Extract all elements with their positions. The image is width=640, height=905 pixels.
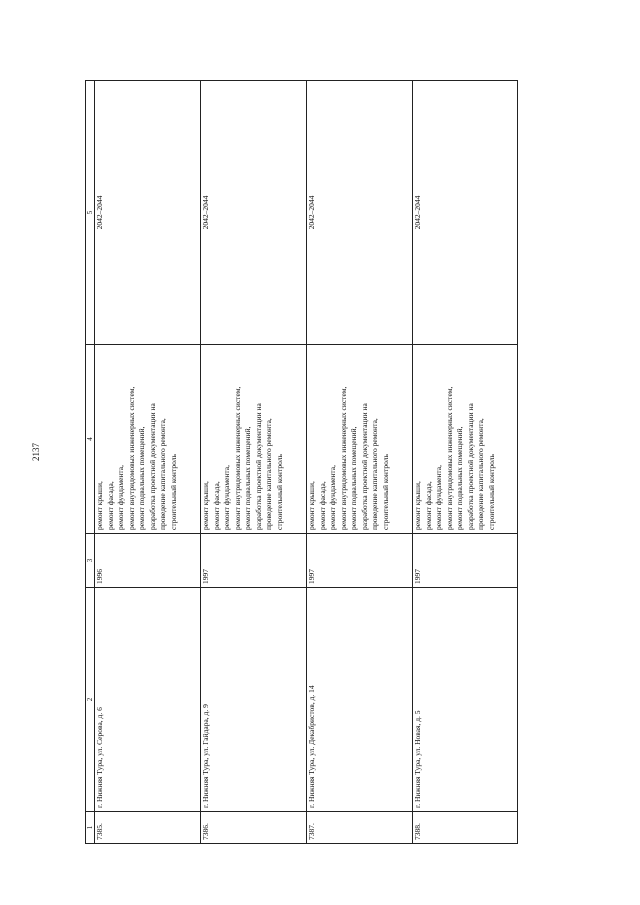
period-value: 2042–2044 xyxy=(307,195,316,230)
work-item: ремонт фундамента, xyxy=(328,465,337,530)
work-item: ремонт фундамента, xyxy=(222,465,231,530)
work-item: ремонт внутридомовых инженерных систем, xyxy=(232,386,242,530)
work-item: ремонт подвальных помещений, xyxy=(243,426,252,530)
row-address: г. Нижняя Тура, ул. Гайдара, д. 9 xyxy=(201,587,306,811)
work-item: ремонт крыши, xyxy=(307,481,316,530)
works-list xyxy=(201,348,285,530)
period-value: 2042–2044 xyxy=(95,195,104,230)
work-item: разработка проектной документации на xyxy=(465,403,475,530)
work-item: ремонт крыши, xyxy=(201,481,210,530)
row-period xyxy=(307,81,412,344)
row-works xyxy=(95,344,200,533)
work-item: ремонт фасада, xyxy=(211,481,221,530)
row-works xyxy=(307,344,412,533)
table-row xyxy=(307,81,413,843)
table-row xyxy=(95,81,201,843)
table-row xyxy=(413,81,518,843)
table-row xyxy=(201,81,307,843)
repair-schedule-table xyxy=(85,80,518,844)
row-works xyxy=(201,344,306,533)
work-item: разработка проектной документации на xyxy=(359,403,369,530)
work-item: строительный контроль xyxy=(168,454,178,530)
row-address: г. Нижняя Тура, ул. Серова, д. 6 xyxy=(95,587,200,811)
row-address: г. Нижняя Тура, ул. Декабристов, д. 14 xyxy=(307,587,412,811)
row-year: 1997 xyxy=(201,533,306,587)
header-col-2: 2 xyxy=(86,587,94,811)
work-item: ремонт подвальных помещений, xyxy=(137,426,146,530)
row-year: 1996 xyxy=(95,533,200,587)
period-value: 2042–2044 xyxy=(413,195,422,230)
row-works xyxy=(413,344,518,533)
work-item: строительный контроль xyxy=(486,454,496,530)
work-item: ремонт внутридомовых инженерных систем, xyxy=(338,386,348,530)
work-item: ремонт внутридомовых инженерных систем, xyxy=(126,386,136,530)
works-list xyxy=(95,348,179,530)
work-item: ремонт подвальных помещений, xyxy=(349,426,358,530)
work-item: ремонт фасада, xyxy=(317,481,327,530)
work-item: проведение капитального ремонта, xyxy=(158,418,167,530)
header-col-3: 3 xyxy=(86,533,94,587)
header-col-1: 1 xyxy=(86,811,94,843)
work-item: проведение капитального ремонта, xyxy=(370,418,379,530)
page-number: 2137 xyxy=(31,443,41,461)
row-year: 1997 xyxy=(413,533,518,587)
work-item: разработка проектной документации на xyxy=(253,403,263,530)
row-number: 7387. xyxy=(307,811,412,843)
work-item: ремонт подвальных помещений, xyxy=(455,426,464,530)
work-item: проведение капитального ремонта, xyxy=(264,418,273,530)
header-col-4: 4 xyxy=(86,344,94,533)
work-item: проведение капитального ремонта, xyxy=(476,418,485,530)
period-value: 2042–2044 xyxy=(201,195,210,230)
row-number: 7385. xyxy=(95,811,200,843)
work-item: строительный контроль xyxy=(380,454,390,530)
work-item: ремонт фасада, xyxy=(423,481,433,530)
row-period xyxy=(413,81,518,344)
row-year: 1997 xyxy=(307,533,412,587)
row-address: г. Нижняя Тура, ул. Новая, д. 5 xyxy=(413,587,518,811)
work-item: ремонт крыши, xyxy=(413,481,422,530)
row-period xyxy=(95,81,200,344)
work-item: ремонт крыши, xyxy=(95,481,104,530)
header-col-5: 5 xyxy=(86,210,94,215)
works-list xyxy=(307,348,391,530)
work-item: ремонт фундамента, xyxy=(434,465,443,530)
work-item: ремонт фундамента, xyxy=(116,465,125,530)
row-period xyxy=(201,81,306,344)
table-header-row xyxy=(86,81,95,843)
work-item: ремонт внутридомовых инженерных систем, xyxy=(444,386,454,530)
row-number: 7386. xyxy=(201,811,306,843)
row-number: 7388. xyxy=(413,811,518,843)
work-item: ремонт фасада, xyxy=(105,481,115,530)
work-item: разработка проектной документации на xyxy=(147,403,157,530)
work-item: строительный контроль xyxy=(274,454,284,530)
table-viewport xyxy=(85,80,518,844)
works-list xyxy=(413,348,497,530)
